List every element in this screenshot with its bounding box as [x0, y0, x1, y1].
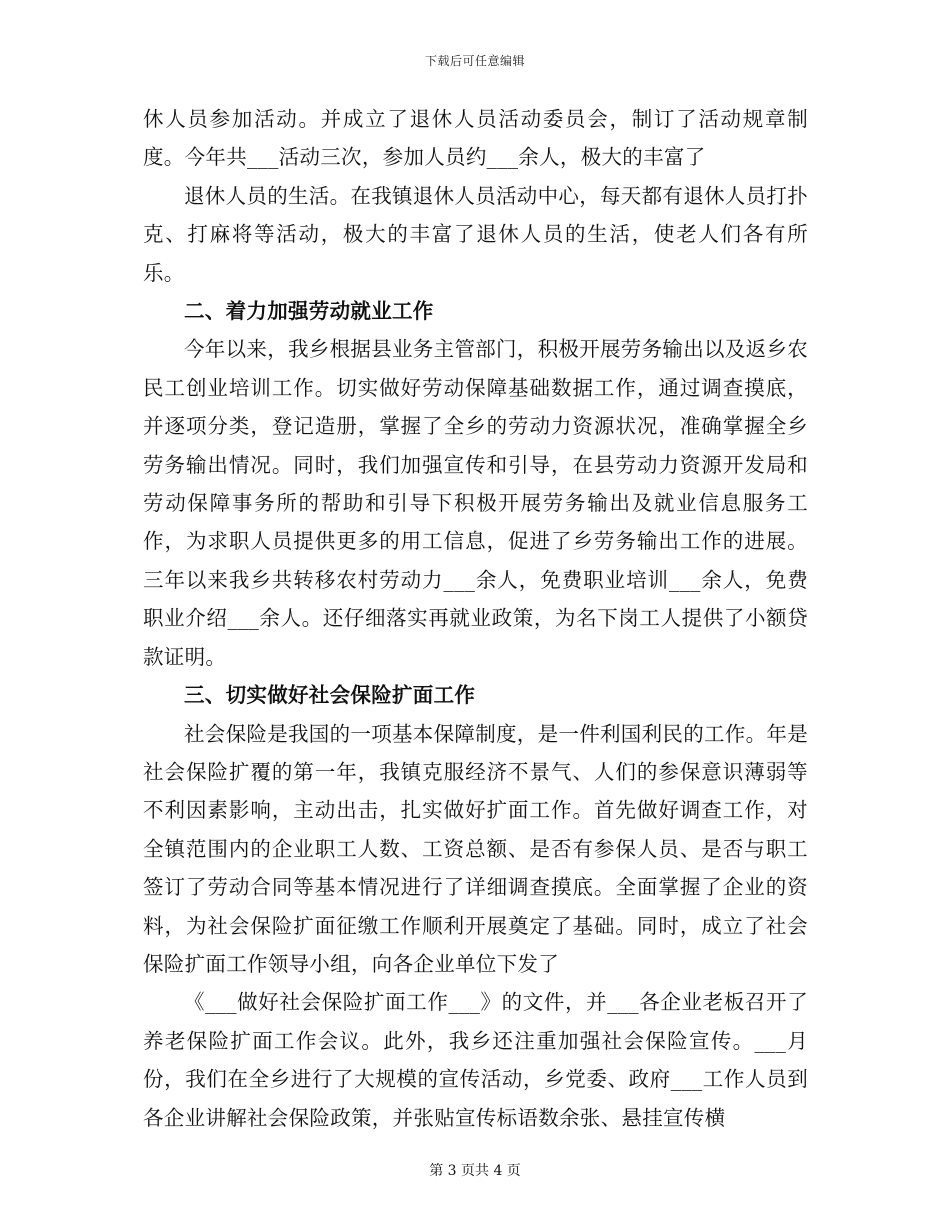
page-number-footer: 第 3 页共 4 页 — [429, 1163, 521, 1179]
document-body — [143, 100, 808, 1137]
paragraph-4: 社会保险是我国的一项基本保障制度，是一件利国利民的工作。年是社会保险扩覆的第一年，我镇克服经济不景气、人们的参保意识薄弱等不利因素影响，主动出击，扎实做好扩面工作。首先做好调查工作，对全镇范围内的企业职工人数、工资总额、是否有参保人员、是否与职工签订了劳动合同等基本情况进行了详细调查摸底。全面掌握了企业的资料，为社会保险扩面征缴工作顺利开展奠定了基础。同时，成立了社会保险扩面工作领导小组，向各企业单位下发了 — [143, 721, 808, 976]
page-header-note: 下载后可任意编辑 — [424, 54, 525, 68]
paragraph-5: 《___做好社会保险扩面工作___》的文件，并___各企业老板召开了养老保险扩面工作会议。此外，我乡还注重加强社会保险宣传。___月份，我们在全乡进行了大规模的宣传活动，乡党委、政府___工作人员到各企业讲解社会保险政策，并张贴宣传标语数余张、悬挂宣传横 — [143, 990, 808, 1130]
paragraph-1: 休人员参加活动。并成立了退休人员活动委员会，制订了活动规章制度。今年共___活动三次，参加人员约___余人，极大的丰富了 — [143, 107, 808, 170]
section-heading-2: 二、着力加强劳动就业工作 — [184, 299, 434, 324]
section-heading-3: 三、切实做好社会保险扩面工作 — [184, 683, 476, 708]
paragraph-3: 今年以来，我乡根据县业务主管部门，积极开展劳务输出以及返乡农民工创业培训工作。切实做好劳动保障基础数据工作，通过调查摸底，并逐项分类，登记造册，掌握了全乡的劳动力资源状况，准确掌握全乡劳务输出情况。同时，我们加强宣传和引导，在县劳动力资源开发局和劳动保障事务所的帮助和引导下积极开展劳务输出及就业信息服务工作，为求职人员提供更多的用工信息，促进了乡劳务输出工作的进展。三年以来我乡共转移农村劳动力___余人，免费职业培训___余人，免费职业介绍___余人。还仔细落实再就业政策，为名下岗工人提供了小额贷款证明。 — [143, 337, 808, 669]
paragraph-2: 退休人员的生活。在我镇退休人员活动中心，每天都有退休人员打扑克、打麻将等活动，极大的丰富了退休人员的生活，使老人们各有所乐。 — [143, 183, 808, 285]
